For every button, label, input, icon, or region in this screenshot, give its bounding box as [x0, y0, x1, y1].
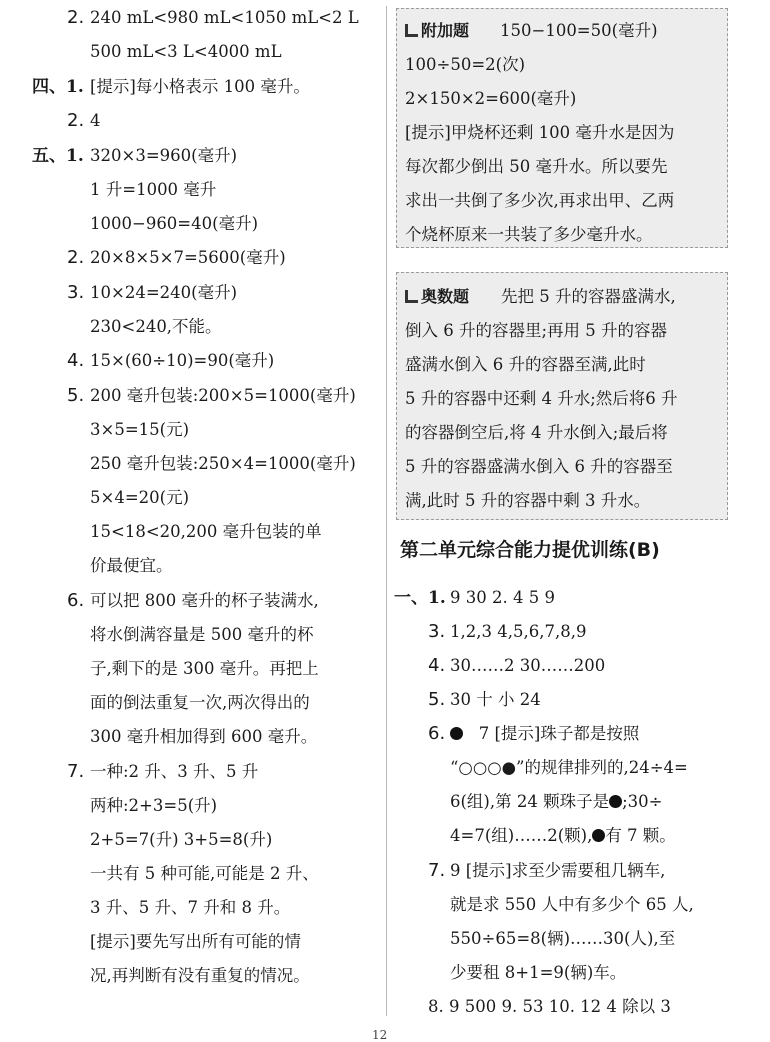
box-line: 的容器倒空后,将 4 升水倒入;最后将	[405, 423, 668, 442]
box-tag	[405, 21, 469, 41]
answer-line: 1000−960=40(毫升)	[90, 214, 259, 233]
unit-heading: 第二单元综合能力提优训练(B)	[400, 539, 660, 561]
answer-line: 1 升=1000 毫升	[90, 180, 217, 199]
black-bead-icon	[450, 727, 463, 740]
section-number: 五、1.	[32, 146, 84, 166]
black-bead-icon	[609, 795, 622, 808]
box-line: 个烧杯原来一共装了多少毫升水。	[405, 225, 653, 244]
answer-text: 有 7 颗。	[605, 826, 676, 845]
box-tag-label: 附加题	[421, 21, 470, 40]
item-number: 4.	[67, 350, 85, 371]
answer-text: ;30÷	[622, 792, 663, 811]
answer-line: 30……2 30……200	[450, 656, 606, 675]
answer-line: 500 mL<3 L<4000 mL	[90, 42, 282, 61]
answer-line: 两种:2+3=5(升)	[90, 796, 218, 815]
answer-line: 面的倒法重复一次,两次得出的	[90, 693, 310, 712]
answer-text: 6(组),第 24 颗珠子是	[450, 792, 610, 811]
answer-line	[450, 792, 663, 812]
box-line: 盛满水倒入 6 升的容器至满,此时	[405, 355, 646, 374]
answer-line: 4	[90, 111, 101, 130]
section-number: 四、1.	[32, 77, 84, 97]
answer-line: 将水倒满容量是 500 毫升的杯	[90, 625, 314, 644]
hint-line: 况,再判断有没有重复的情况。	[90, 966, 310, 985]
box-line: 5 升的容器盛满水倒入 6 升的容器至	[405, 457, 673, 476]
item-number: 2.	[67, 247, 85, 268]
box-line: 2×150×2=600(毫升)	[405, 89, 577, 108]
item-number: 2.	[67, 7, 85, 28]
answer-text: 4=7(组)……2(颗),	[450, 826, 593, 845]
answer-line: 550÷65=8(辆)……30(人),至	[450, 929, 676, 948]
answer-line: 15×(60÷10)=90(毫升)	[90, 351, 275, 370]
answer-line: 一种:2 升、3 升、5 升	[90, 762, 259, 781]
answer-line: 3 升、5 升、7 升和 8 升。	[90, 898, 291, 917]
answer-line: 3×5=15(元)	[90, 420, 190, 439]
tag-marker-icon	[405, 290, 418, 303]
answer-line: 5×4=20(元)	[90, 488, 190, 507]
item-number: 4.	[428, 655, 446, 676]
answer-line: 9 [提示]求至少需要租几辆车,	[450, 861, 666, 880]
answer-line: 30 十 小 24	[450, 690, 541, 709]
box-line: 求出一共倒了多少次,再求出甲、乙两	[405, 191, 675, 210]
item-number: 7.	[67, 761, 85, 782]
box-tag-label: 奥数题	[421, 287, 470, 306]
answer-line: 一共有 5 种可能,可能是 2 升、	[90, 864, 319, 883]
answer-line	[450, 724, 639, 744]
item-number: 2.	[67, 110, 85, 131]
answer-line: 少要租 8+1=9(辆)车。	[450, 963, 627, 982]
answer-line: 10×24=240(毫升)	[90, 283, 238, 302]
item-number: 5.	[428, 689, 446, 710]
answer-line: 1,2,3 4,5,6,7,8,9	[450, 622, 587, 641]
answer-line: 320×3=960(毫升)	[90, 146, 238, 165]
answer-line: 15<18<20,200 毫升包装的单	[90, 522, 322, 541]
box-line: 100÷50=2(次)	[405, 55, 526, 74]
item-number: 5.	[67, 385, 85, 406]
section-number: 一、1.	[394, 588, 446, 608]
answer-line: 2+5=7(升) 3+5=8(升)	[90, 830, 273, 849]
answer-line: 20×8×5×7=5600(毫升)	[90, 248, 286, 267]
answer-line: 9 30 2. 4 5 9	[450, 588, 555, 607]
answer-line: 就是求 550 人中有多少个 65 人,	[450, 895, 694, 914]
answer-text: 7 [提示]珠子都是按照	[478, 724, 640, 743]
item-number: 3.	[67, 282, 85, 303]
box-line: 满,此时 5 升的容器中剩 3 升水。	[405, 491, 651, 510]
answer-line: 230<240,不能。	[90, 317, 222, 336]
box-line: 倒入 6 升的容器里;再用 5 升的容器	[405, 321, 668, 340]
item-number: 6.	[428, 723, 446, 744]
answer-line: 300 毫升相加得到 600 毫升。	[90, 727, 318, 746]
answer-line: 价最便宜。	[90, 556, 173, 575]
hint-line: [提示]每小格表示 100 毫升。	[90, 77, 310, 96]
page-number: 12	[372, 1028, 388, 1042]
item-number: 6.	[67, 590, 85, 611]
answer-line: 子,剩下的是 300 毫升。再把上	[90, 659, 319, 678]
box-line: 5 升的容器中还剩 4 升水;然后将6 升	[405, 389, 678, 408]
answer-line: 250 毫升包装:250×4=1000(毫升)	[90, 454, 356, 473]
olympiad-question-box	[396, 272, 728, 520]
box-tag	[405, 287, 469, 307]
hint-line: [提示]要先写出所有可能的情	[90, 932, 301, 951]
item-number: 3.	[428, 621, 446, 642]
column-divider	[386, 6, 387, 1016]
black-bead-icon	[592, 829, 605, 842]
answer-line: 8. 9 500 9. 53 10. 12 4 除以 3	[428, 997, 671, 1016]
answer-line: 可以把 800 毫升的杯子装满水,	[90, 591, 319, 610]
answer-line: 200 毫升包装:200×5=1000(毫升)	[90, 386, 356, 405]
tag-marker-icon	[405, 24, 418, 37]
item-number: 7.	[428, 860, 446, 881]
bonus-question-box	[396, 8, 728, 248]
answer-line	[450, 826, 676, 846]
answer-line: 240 mL<980 mL<1050 mL<2 L	[90, 8, 359, 27]
box-line: [提示]甲烧杯还剩 100 毫升水是因为	[405, 123, 675, 142]
box-line: 先把 5 升的容器盛满水,	[501, 287, 676, 306]
box-line: 150−100=50(毫升)	[500, 21, 658, 40]
answer-line: “○○○●”的规律排列的,24÷4=	[450, 758, 688, 777]
box-line: 每次都少倒出 50 毫升水。所以要先	[405, 157, 668, 176]
